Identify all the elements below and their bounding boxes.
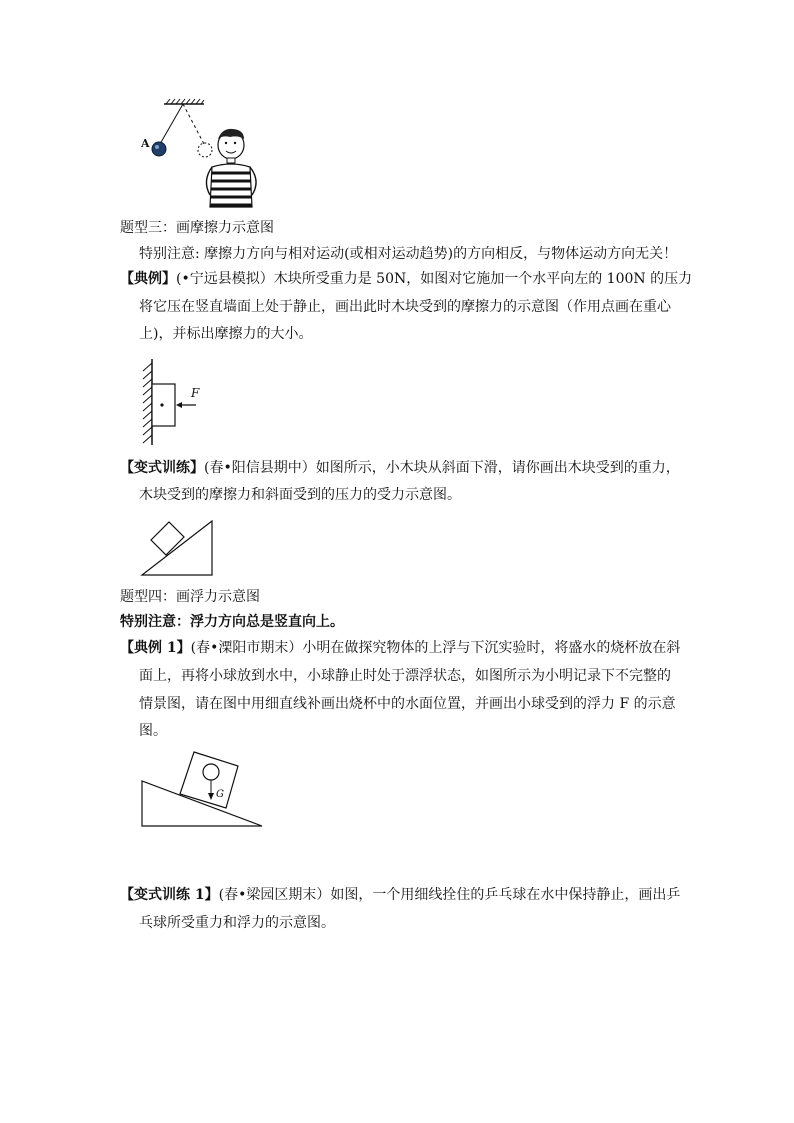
example-type3-line3: 上)，并标出摩擦力的大小。 [139,326,313,342]
training-tag: 【变式训练 1】 [120,887,219,903]
example-text: (春•溧阳市期末）小明在做探究物体的上浮与下沉实验时，将盛水的烧杯放在斜 [190,640,681,656]
force-label: F [191,386,200,400]
wall-block-figure [138,355,218,450]
note-type3: 特别注意: 摩擦力方向与相对运动(或相对运动趋势)的方向相反，与物体运动方向无关！ [139,246,678,262]
note-type4: 特别注意：浮力方向总是竖直向上。 [120,614,344,630]
training-text: (春•梁园区期末）如图，一个用细线拴住的乒乓球在水中保持静止，画出乒 [218,887,681,903]
section-title-type4: 题型四：画浮力示意图 [120,589,260,605]
floating-ball [203,764,219,780]
training-type3-line1 [120,457,680,479]
training-text: (春•阳信县期中）如图所示，小木块从斜面下滑，请你画出木块受到的重力， [204,460,680,476]
pendulum-figure [138,95,273,210]
gravity-label: G [216,789,224,800]
example-type3-line2: 将它压在竖直墙面上处于静止，画出此时木块受到的摩擦力的示意图（作用点画在重心 [139,299,671,315]
training-type4-line2: 乓球所受重力和浮力的示意图。 [139,915,335,931]
example-text: (•宁远县模拟）木块所受重力是 50N，如图对它施加一个水平向左的 100N 的压力 [176,271,693,287]
training-type4-line1 [120,884,680,906]
example-type4-line1 [120,637,680,659]
training-type3-line2: 木块受到的摩擦力和斜面受到的压力的受力示意图。 [139,487,461,503]
example-type3-line1 [120,268,692,290]
pendulum-ball [152,142,166,156]
example-tag: 【典例】 [120,271,176,287]
example-tag: 【典例 1】 [120,640,191,656]
section-title-type3: 题型三：画摩擦力示意图 [120,220,274,236]
incline-block-figure [138,517,218,579]
pendulum-ball-label: A [141,137,150,150]
example-type4-line2: 面上，再将小球放到水中，小球静止时处于漂浮状态，如图所示为小明记录下不完整的 [139,668,671,684]
example-type4-line3: 情景图，请在图中用细直线补画出烧杯中的水面位置，并画出小球受到的浮力 F 的示意 [139,696,676,712]
example-type4-line4: 图。 [139,723,167,739]
training-tag: 【变式训练】 [120,460,204,476]
beaker-incline-figure [138,748,268,830]
